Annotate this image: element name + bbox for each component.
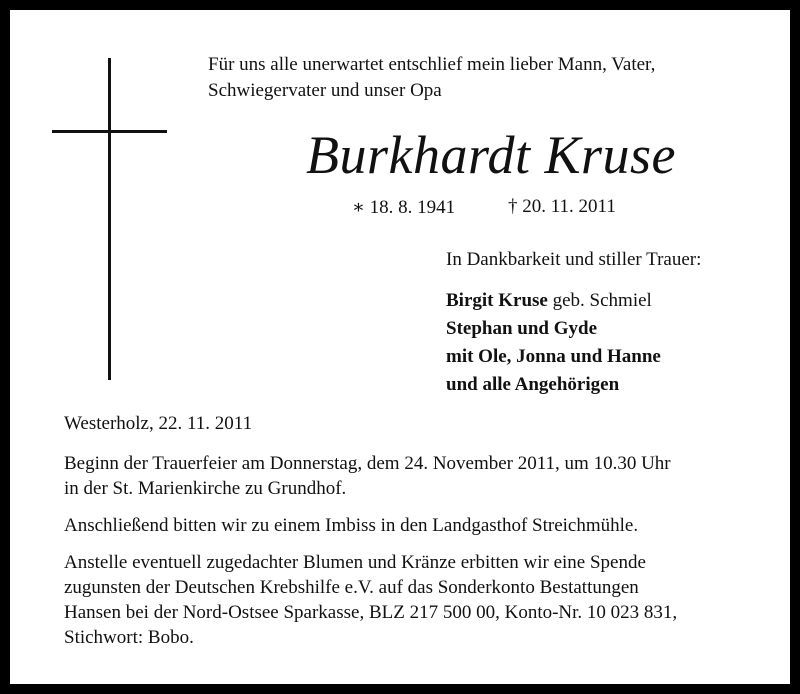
donation-line: Hansen bei der Nord-Ostsee Sparkasse, BLZ 217 500 00, Konto-Nr. 10 023 831, [64, 602, 678, 623]
mourner-grandchildren: mit Ole, Jonna und Hanne [446, 346, 661, 367]
intro-line: Schwiegervater und unser Opa [208, 80, 442, 101]
reception-info: Anschließend bitten wir zu einem Imbiss in den Landgasthof Streichmühle. [64, 515, 639, 536]
donation-line: Stichwort: Bobo. [64, 627, 194, 648]
cross-icon-vertical [108, 58, 111, 380]
mourner-primary: Birgit Kruse [446, 290, 548, 311]
donation-info [64, 550, 754, 650]
mourner-line [446, 315, 776, 343]
death-date: † 20. 11. 2011 [508, 196, 616, 217]
donation-line: zugunsten der Deutschen Krebshilfe e.V. auf das Sonderkonto Bestattungen [64, 577, 639, 598]
birth-date: ∗ 18. 8. 1941 [352, 197, 456, 218]
mourner-line [446, 287, 776, 315]
cross-icon-horizontal [52, 130, 167, 133]
thanks-line: In Dankbarkeit und stiller Trauer: [446, 249, 702, 270]
mourner-relatives: und alle Angehörigen [446, 374, 620, 395]
mourner-children: Stephan und Gyde [446, 318, 598, 339]
place-date: Westerholz, 22. 11. 2011 [64, 413, 253, 434]
deceased-name: Burkhardt Kruse [306, 125, 676, 185]
obituary-card [10, 10, 790, 684]
funeral-info [64, 451, 754, 501]
intro-text [208, 52, 768, 104]
mourner-line [446, 343, 776, 371]
mourner-line [446, 371, 776, 399]
intro-line: Für uns alle unerwartet entschlief mein lieber Mann, Vater, [208, 54, 656, 75]
funeral-line: in der St. Marienkirche zu Grundhof. [64, 478, 347, 499]
mourner-maiden-name: geb. Schmiel [547, 290, 652, 311]
donation-line: Anstelle eventuell zugedachter Blumen und Kränze erbitten wir eine Spende [64, 552, 646, 573]
mourners-list [446, 287, 776, 399]
funeral-line: Beginn der Trauerfeier am Donnerstag, dem 24. November 2011, um 10.30 Uhr [64, 453, 671, 474]
